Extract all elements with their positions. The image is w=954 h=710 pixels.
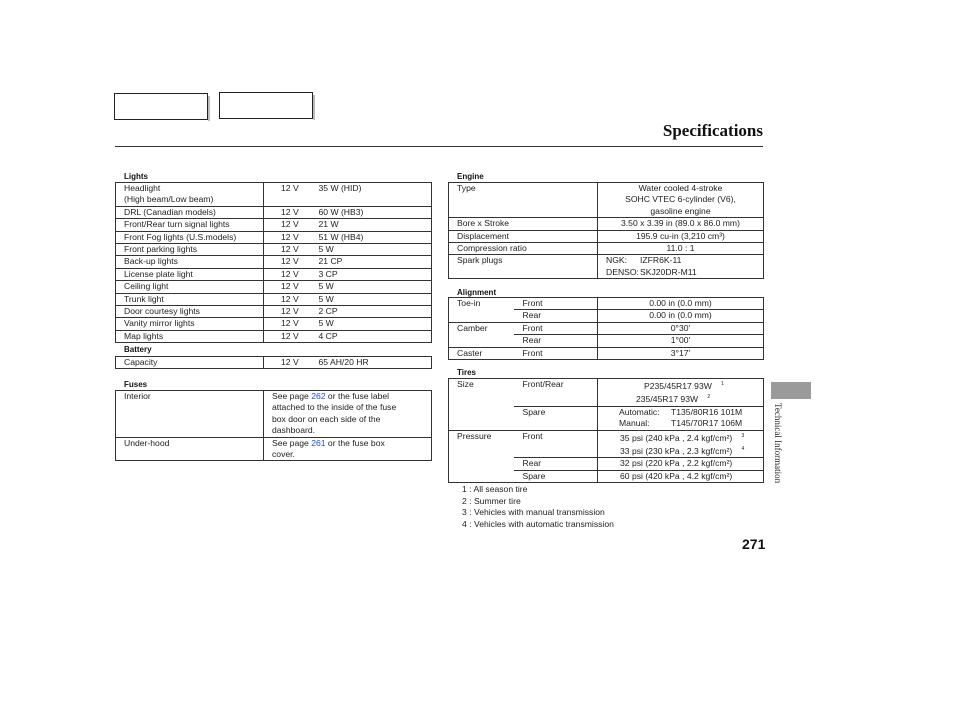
section-tab-label: Technical Information xyxy=(773,403,783,484)
light-volt: 12 V xyxy=(264,293,317,305)
table-row xyxy=(449,310,764,322)
pressure-rear-label: Rear xyxy=(514,458,598,470)
table-row xyxy=(449,298,764,310)
table-row xyxy=(116,244,432,256)
light-watt: 5 W xyxy=(317,281,432,293)
table-row xyxy=(116,306,432,318)
tires-table xyxy=(448,378,764,483)
fuse-name: Interior xyxy=(116,391,264,438)
lights-label: Lights xyxy=(124,172,148,181)
pressure-front-value: 35 psi (240 kPa , 2.4 kgf/cm²) 3 33 psi (230 kPa , 2.3 kgf/cm²) 4 xyxy=(598,430,764,458)
light-name: Front Fog lights (U.S.models) xyxy=(116,231,264,243)
fuses-label: Fuses xyxy=(124,380,148,389)
light-volt: 12 V xyxy=(264,256,317,268)
light-name: Front parking lights xyxy=(116,244,264,256)
table-row xyxy=(116,318,432,330)
light-volt: 12 V xyxy=(264,231,317,243)
battery-volt: 12 V xyxy=(264,357,317,369)
camber-front-value: 0°30' xyxy=(598,322,764,334)
light-watt: 5 W xyxy=(317,318,432,330)
footnote: 1 : All season tire xyxy=(462,484,528,494)
table-row xyxy=(116,268,432,280)
light-watt: 4 CP xyxy=(317,330,432,342)
compression-value: 11.0 : 1 xyxy=(598,243,764,255)
engine-type-name: Type xyxy=(449,183,598,218)
footnote: 4 : Vehicles with automatic transmission xyxy=(462,518,614,529)
light-name: DRL (Canadian models) xyxy=(116,206,264,218)
table-row xyxy=(116,330,432,342)
table-row xyxy=(449,230,764,242)
table-row xyxy=(449,430,764,458)
table-row xyxy=(449,347,764,359)
tires-label: Tires xyxy=(457,368,476,377)
pressure-front-label: Front xyxy=(514,430,598,458)
light-watt: 21 W xyxy=(317,219,432,231)
table-row xyxy=(449,183,764,218)
alignment-table xyxy=(448,297,764,360)
toe-rear-label: Rear xyxy=(514,310,598,322)
light-name: Ceiling light xyxy=(116,281,264,293)
battery-label: Battery xyxy=(124,345,152,354)
table-row xyxy=(449,470,764,482)
table-row xyxy=(116,357,432,369)
light-watt: 60 W (HB3) xyxy=(317,206,432,218)
page-link-261[interactable]: 261 xyxy=(311,437,326,448)
footnote: 3 : Vehicles with manual transmission xyxy=(462,507,605,518)
light-volt: 12 V xyxy=(264,206,317,218)
displacement-name: Displacement xyxy=(449,230,598,242)
toe-front-value: 0.00 in (0.0 mm) xyxy=(598,298,764,310)
light-name: Headlight xyxy=(124,183,161,193)
alignment-label: Alignment xyxy=(457,288,497,297)
camber-front-label: Front xyxy=(514,322,598,334)
caster-front-label: Front xyxy=(514,347,598,359)
table-row xyxy=(116,391,432,438)
light-name: Door courtesy lights xyxy=(116,306,264,318)
light-watt: 2 CP xyxy=(317,306,432,318)
pressure-spare-value: 60 psi (420 kPa , 4.2 kgf/cm²) xyxy=(598,470,764,482)
table-row xyxy=(116,293,432,305)
lights-table xyxy=(115,182,432,343)
fuse-name: Under-hood xyxy=(116,437,264,461)
light-watt: 5 W xyxy=(317,244,432,256)
light-watt: 3 CP xyxy=(317,268,432,280)
table-row xyxy=(449,243,764,255)
table-row xyxy=(449,322,764,334)
spare-size-value: Automatic: T135/80R16 101M Manual: T145/70R17 106M xyxy=(598,406,764,430)
section-tab-marker[interactable] xyxy=(771,382,811,399)
fuse-desc: See page 261 or the fuse box cover. xyxy=(264,437,432,461)
footnote: 2 : Summer tire xyxy=(462,495,521,506)
table-row xyxy=(449,406,764,430)
table-row xyxy=(449,255,764,279)
table-row xyxy=(449,458,764,470)
light-volt: 12 V xyxy=(264,219,317,231)
nav-box-right[interactable] xyxy=(219,92,313,119)
size-name: Size xyxy=(449,379,514,407)
light-name-sub: (High beam/Low beam) xyxy=(124,194,214,205)
table-row xyxy=(116,281,432,293)
fuses-table xyxy=(115,390,432,461)
compression-name: Compression ratio xyxy=(449,243,598,255)
camber-rear-value: 1°00' xyxy=(598,335,764,347)
battery-value: 65 AH/20 HR xyxy=(317,357,432,369)
light-volt: 12 V xyxy=(264,306,317,318)
battery-table xyxy=(115,356,432,369)
caster-name: Caster xyxy=(449,347,514,359)
toe-rear-value: 0.00 in (0.0 mm) xyxy=(598,310,764,322)
light-volt: 12 V xyxy=(264,330,317,342)
table-row xyxy=(116,219,432,231)
pressure-name: Pressure xyxy=(449,430,514,458)
light-watt: 5 W xyxy=(317,293,432,305)
nav-box-left[interactable] xyxy=(114,93,208,120)
engine-table xyxy=(448,182,764,279)
light-watt: 51 W (HB4) xyxy=(317,231,432,243)
light-name: Vanity mirror lights xyxy=(116,318,264,330)
pressure-rear-value: 32 psi (220 kPa , 2.2 kgf/cm²) xyxy=(598,458,764,470)
light-volt: 12 V xyxy=(264,268,317,280)
toe-front-label: Front xyxy=(514,298,598,310)
spare-size-label: Spare xyxy=(514,406,598,430)
light-name: License plate light xyxy=(116,268,264,280)
spark-value: NGK: IZFR6K-11 DENSO:SKJ20DR-M11 xyxy=(598,255,764,279)
light-name: Back-up lights xyxy=(116,256,264,268)
footnotes xyxy=(462,484,614,530)
table-row xyxy=(449,379,764,407)
camber-rear-label: Rear xyxy=(514,335,598,347)
table-row xyxy=(116,206,432,218)
light-watt: 21 CP xyxy=(317,256,432,268)
fuse-desc: See page 262 or the fuse label attached to the inside of the fuse box door on each side of the dashboard. xyxy=(264,391,432,438)
table-row xyxy=(449,335,764,347)
camber-name: Camber xyxy=(449,322,514,334)
page-number: 271 xyxy=(742,536,766,552)
title-divider xyxy=(115,146,763,147)
light-volt: 12 V xyxy=(264,318,317,330)
table-row xyxy=(449,218,764,230)
light-name: Trunk light xyxy=(116,293,264,305)
battery-name: Capacity xyxy=(116,357,264,369)
displacement-value: 195.9 cu-in (3,210 cm³) xyxy=(598,230,764,242)
bore-value: 3.50 x 3.39 in (89.0 x 86.0 mm) xyxy=(598,218,764,230)
light-volt: 12 V xyxy=(264,281,317,293)
light-watt: 35 W (HID) xyxy=(317,183,432,207)
table-row xyxy=(116,256,432,268)
size-value: P235/45R17 93W 1 235/45R17 93W 2 xyxy=(598,379,764,407)
caster-front-value: 3°17' xyxy=(598,347,764,359)
pressure-spare-label: Spare xyxy=(514,470,598,482)
light-name: Front/Rear turn signal lights xyxy=(116,219,264,231)
light-volt: 12 V xyxy=(264,244,317,256)
page-title: Specifications xyxy=(662,121,763,140)
page-link-262[interactable]: 262 xyxy=(311,391,326,401)
engine-label: Engine xyxy=(457,172,484,181)
spark-name: Spark plugs xyxy=(449,255,598,279)
size-front-rear-label: Front/Rear xyxy=(514,379,598,407)
light-volt: 12 V xyxy=(264,183,317,207)
table-row xyxy=(116,231,432,243)
engine-type-value: Water cooled 4-stroke SOHC VTEC 6-cylinder (V6), gasoline engine xyxy=(598,183,764,218)
table-row xyxy=(116,183,432,207)
toe-name: Toe-in xyxy=(449,298,514,310)
table-row xyxy=(116,437,432,461)
bore-name: Bore x Stroke xyxy=(449,218,598,230)
light-name: Map lights xyxy=(116,330,264,342)
